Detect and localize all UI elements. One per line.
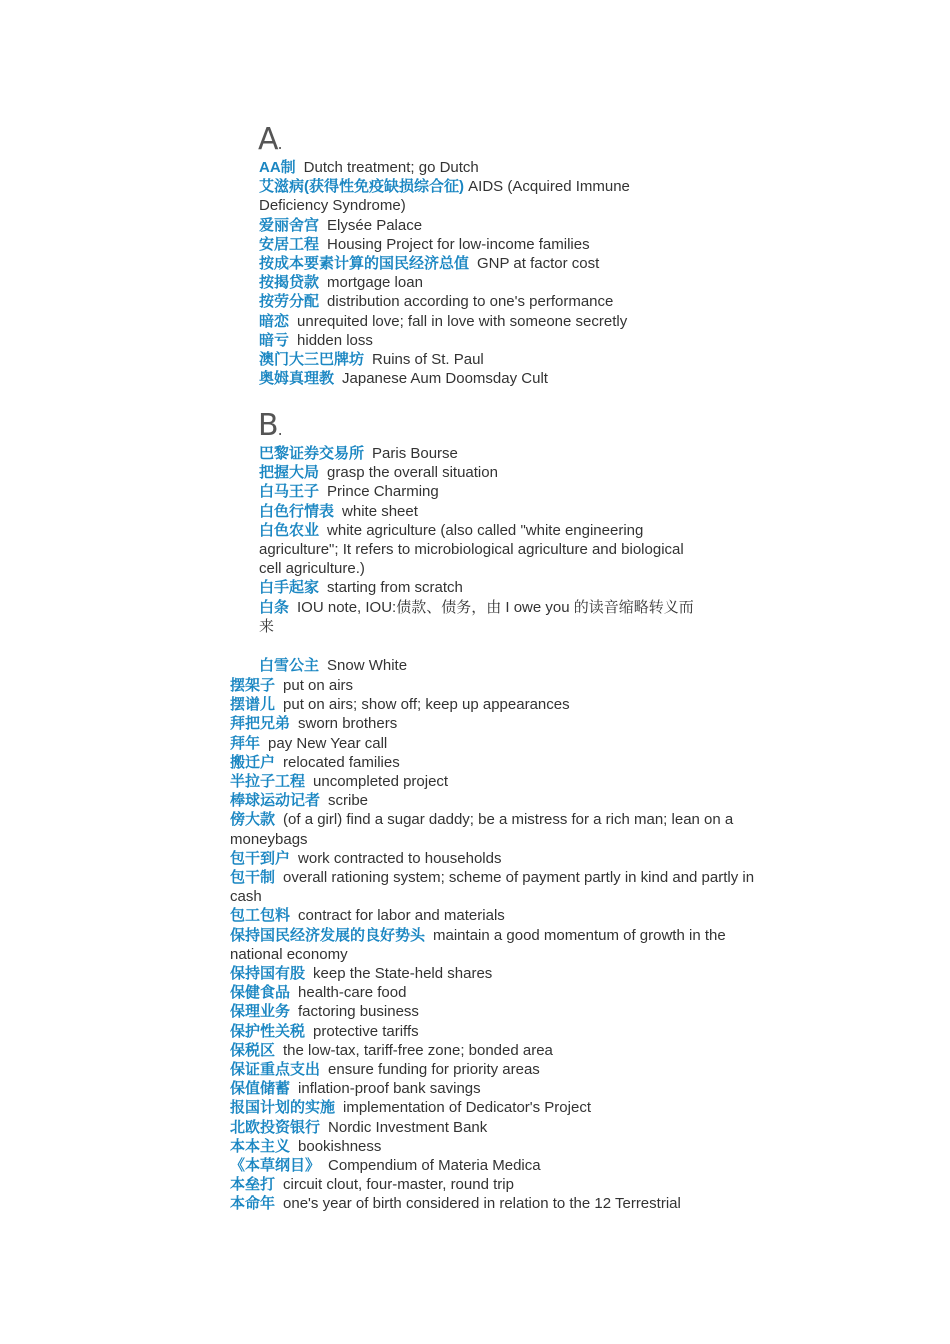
entry: 保持国民经济发展的良好势头 maintain a good momentum of growth in the national economy (230, 926, 726, 963)
section-b-entry-indented (259, 656, 699, 675)
entry: 傍大款 (of a girl) find a sugar daddy; be a mistress for a rich man; lean on a moneybags (230, 811, 734, 848)
entry: 爱丽舍宫 Elysée Palace (259, 216, 423, 234)
section-heading-a: A. (258, 122, 282, 157)
entry: 巴黎证券交易所 Paris Bourse (259, 445, 458, 462)
entry: 《本草纲目》 Compendium of Materia Medica (230, 1157, 541, 1175)
entry: 保证重点支出 ensure funding for priority areas (230, 1061, 540, 1079)
entry: 拜年 pay New Year call (230, 734, 388, 752)
entry: 北欧投资银行 Nordic Investment Bank (230, 1118, 488, 1136)
entry: 白色行情表 white sheet (259, 502, 418, 520)
entry: 保健食品 health-care food (230, 984, 407, 1002)
entry: 本垒打 circuit clout, four-master, round trip (230, 1176, 514, 1194)
entry: 半拉子工程 uncompleted project (230, 773, 449, 791)
entry: 本本主义 bookishness (230, 1137, 382, 1155)
entry: AA制 Dutch treatment; go Dutch (259, 159, 479, 176)
section-b-more-entries (230, 676, 765, 1214)
section-heading-b: B. (258, 408, 282, 443)
entry: 白雪公主 Snow White (259, 657, 408, 674)
entry: 奥姆真理教 Japanese Aum Doomsday Cult (259, 370, 548, 388)
entry: 暗恋 unrequited love; fall in love with someone secretly (259, 312, 628, 330)
entry: 安居工程 Housing Project for low-income families (259, 235, 590, 253)
entry: 本命年 one's year of birth considered in relation to the 12 Terrestrial (230, 1195, 681, 1213)
entry: 包干到户 work contracted to households (230, 849, 502, 867)
entry: 保值储蓄 inflation-proof bank savings (230, 1080, 481, 1098)
entry: 搬迁户 relocated families (230, 753, 400, 771)
entry: 保税区 the low-tax, tariff-free zone; bonded area (230, 1041, 553, 1059)
entry: 报国计划的实施 implementation of Dedicator's Project (230, 1099, 591, 1117)
entry: 白手起家 starting from scratch (259, 579, 463, 597)
entry: 保护性关税 protective tariffs (230, 1022, 419, 1040)
entry: 艾滋病(获得性免疫缺损综合征) AIDS (Acquired Immune Deficiency Syndrome) (259, 178, 630, 215)
entry: 摆架子 put on airs (230, 677, 354, 694)
entry: 暗亏 hidden loss (259, 331, 373, 349)
entry: 拜把兄弟 sworn brothers (230, 715, 398, 733)
entry: 白条 IOU note, IOU:债款、债务，由 I owe you 的读音缩略转义而来 (259, 598, 694, 635)
entry: 保理业务 factoring business (230, 1003, 419, 1021)
section-b-entries (259, 444, 694, 636)
entry: 摆谱儿 put on airs; show off; keep up appearances (230, 696, 570, 714)
entry: 棒球运动记者 scribe (230, 792, 369, 810)
entry: 按成本要素计算的国民经济总值 GNP at factor cost (259, 255, 600, 273)
section-a-entries (259, 158, 679, 388)
entry: 把握大局 grasp the overall situation (259, 464, 498, 482)
entry: 包工包料 contract for labor and materials (230, 907, 505, 925)
entry: 澳门大三巴牌坊 Ruins of St. Paul (259, 351, 484, 369)
entry: 按劳分配 distribution according to one's performance (259, 293, 614, 311)
entry: 包干制 overall rationing system; scheme of payment partly in kind and partly in cash (230, 869, 755, 906)
entry: 白色农业 white agriculture (also called "white engineering agriculture"; It refers to microbiological agriculture and biological cell agriculture.) (259, 521, 684, 578)
entry: 白马王子 Prince Charming (259, 483, 439, 501)
entry: 保持国有股 keep the State-held shares (230, 965, 493, 983)
entry: 按揭贷款 mortgage loan (259, 274, 423, 292)
